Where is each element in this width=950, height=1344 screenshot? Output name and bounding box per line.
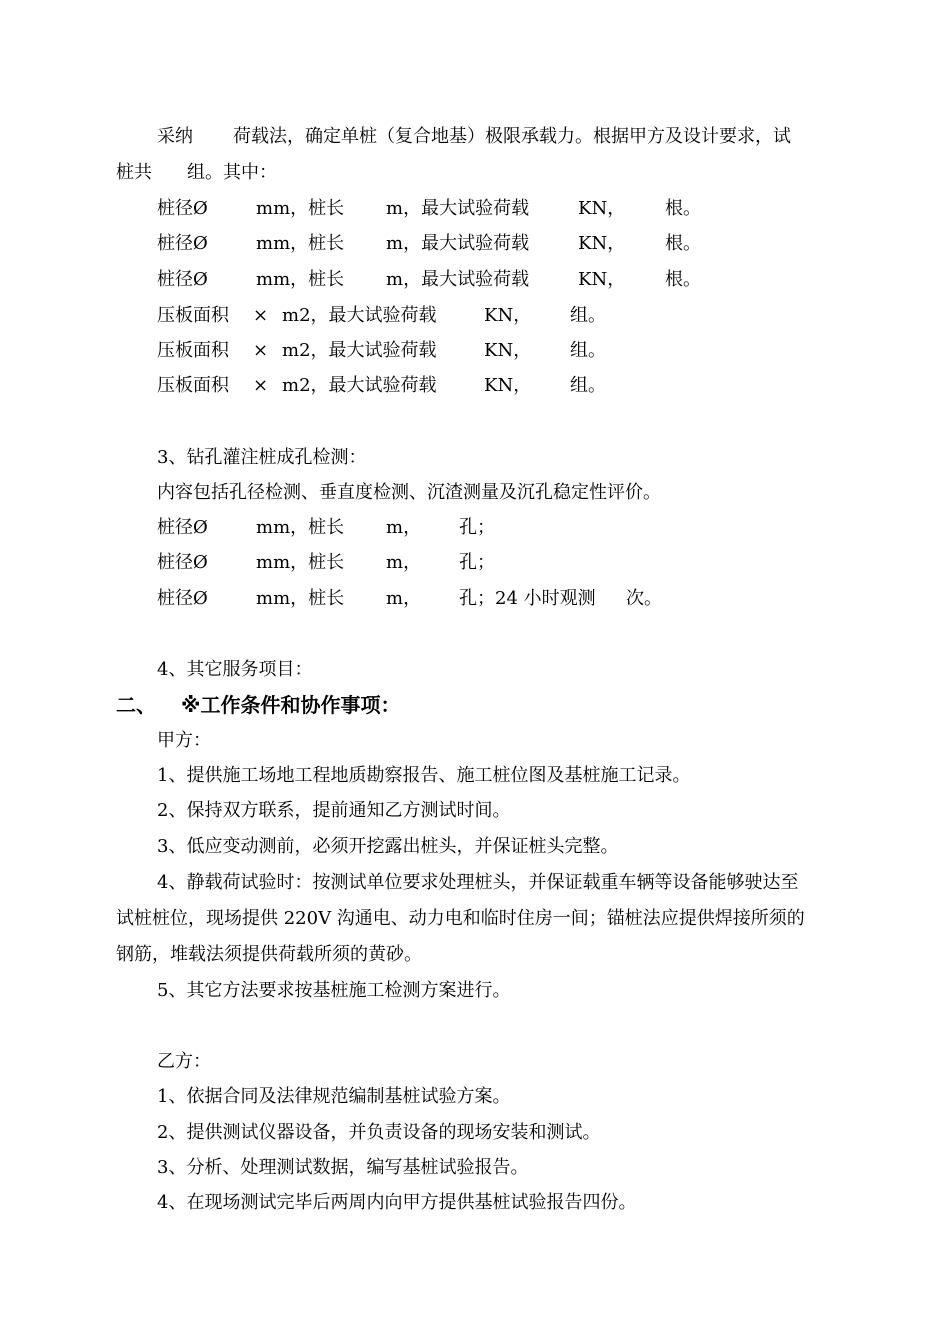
party-a-item: 2、保持双方联系，提前通知乙方测试时间。: [157, 800, 511, 821]
field-label: 桩径Ø: [157, 233, 208, 254]
field-label: 孔；: [459, 517, 495, 538]
field-label: m，最大试验荷载: [386, 198, 530, 219]
field-label: mm，桩长: [256, 198, 345, 219]
intro-text: 组。其中：: [187, 162, 277, 183]
intro-text: 桩共: [116, 162, 152, 183]
party-b-item: 1、依据合同及法律规范编制基桩试验方案。: [157, 1086, 511, 1107]
field-label: m，最大试验荷载: [386, 233, 530, 254]
field-label: 压板面积: [157, 305, 229, 326]
field-label: mm，桩长: [256, 269, 345, 290]
field-label: 桩径Ø: [157, 552, 208, 573]
field-label: 桩径Ø: [157, 198, 208, 219]
party-b-item: 2、提供测试仪器设备，并负责设备的现场安装和测试。: [157, 1122, 601, 1143]
field-label: mm，桩长: [256, 233, 345, 254]
field-label: 桩径Ø: [157, 588, 208, 609]
field-label: mm，桩长: [256, 552, 345, 573]
field-label: ×: [253, 375, 269, 396]
field-label: 孔；: [459, 552, 495, 573]
field-label: ×: [253, 340, 269, 361]
field-label: 根。: [665, 269, 701, 290]
field-label: mm，桩长: [256, 588, 345, 609]
intro-text: 荷载法，确定单桩（复合地基）极限承载力。根据甲方及设计要求，试: [233, 126, 791, 147]
party-a-item-cont: 试桩桩位，现场提供 220V 沟通电、动力电和临时住房一间；锚桩法应提供焊接所须的: [116, 908, 805, 929]
party-a-item: 5、其它方法要求按基桩施工检测方案进行。: [157, 980, 511, 1001]
section-4-title: 4、其它服务项目：: [157, 659, 313, 680]
field-label: KN，: [484, 375, 532, 396]
field-label: m2，最大试验荷载: [282, 340, 437, 361]
section-3-content: 内容包括孔径检测、垂直度检测、沉渣测量及沉孔稳定性评价。: [157, 482, 661, 503]
field-label: 根。: [665, 198, 701, 219]
party-a-label: 甲方：: [157, 730, 211, 751]
field-label: KN，: [578, 269, 626, 290]
field-label: mm，桩长: [256, 517, 345, 538]
field-label: m，最大试验荷载: [386, 269, 530, 290]
party-b-item: 4、在现场测试完毕后两周内向甲方提供基桩试验报告四份。: [157, 1192, 637, 1213]
party-b-item: 3、分析、处理测试数据，编写基桩试验报告。: [157, 1157, 529, 1178]
field-label: KN，: [484, 340, 532, 361]
party-a-item: 4、静载荷试验时：按测试单位要求处理桩头，并保证载重车辆等设备能够驶达至: [157, 872, 799, 893]
field-label: m，: [386, 552, 422, 573]
section-2-number: 二、: [116, 693, 156, 717]
field-label: 次。: [626, 588, 662, 609]
party-a-item: 1、提供施工场地工程地质勘察报告、施工桩位图及基桩施工记录。: [157, 765, 691, 786]
field-label: 压板面积: [157, 375, 229, 396]
field-label: 桩径Ø: [157, 269, 208, 290]
section-2-heading: ※工作条件和协作事项：: [181, 693, 401, 717]
field-label: 组。: [570, 340, 606, 361]
party-a-item-cont: 钢筋，堆载法须提供荷载所须的黄砂。: [116, 944, 422, 965]
party-a-item: 3、低应变动测前，必须开挖露出桩头，并保证桩头完整。: [157, 836, 619, 857]
field-label: m2，最大试验荷载: [282, 375, 437, 396]
field-label: KN，: [578, 198, 626, 219]
field-label: 组。: [570, 305, 606, 326]
field-label: m2，最大试验荷载: [282, 305, 437, 326]
section-3-title: 3、钻孔灌注桩成孔检测：: [157, 447, 367, 468]
field-label: 孔；24 小时观测: [459, 588, 596, 609]
field-label: 压板面积: [157, 340, 229, 361]
field-label: 桩径Ø: [157, 517, 208, 538]
field-label: 根。: [665, 233, 701, 254]
field-label: 组。: [570, 375, 606, 396]
field-label: KN，: [484, 305, 532, 326]
field-label: m，: [386, 517, 422, 538]
intro-text: 采纳: [157, 126, 193, 147]
party-b-label: 乙方：: [157, 1051, 211, 1072]
field-label: m，: [386, 588, 422, 609]
field-label: ×: [253, 305, 269, 326]
field-label: KN，: [578, 233, 626, 254]
